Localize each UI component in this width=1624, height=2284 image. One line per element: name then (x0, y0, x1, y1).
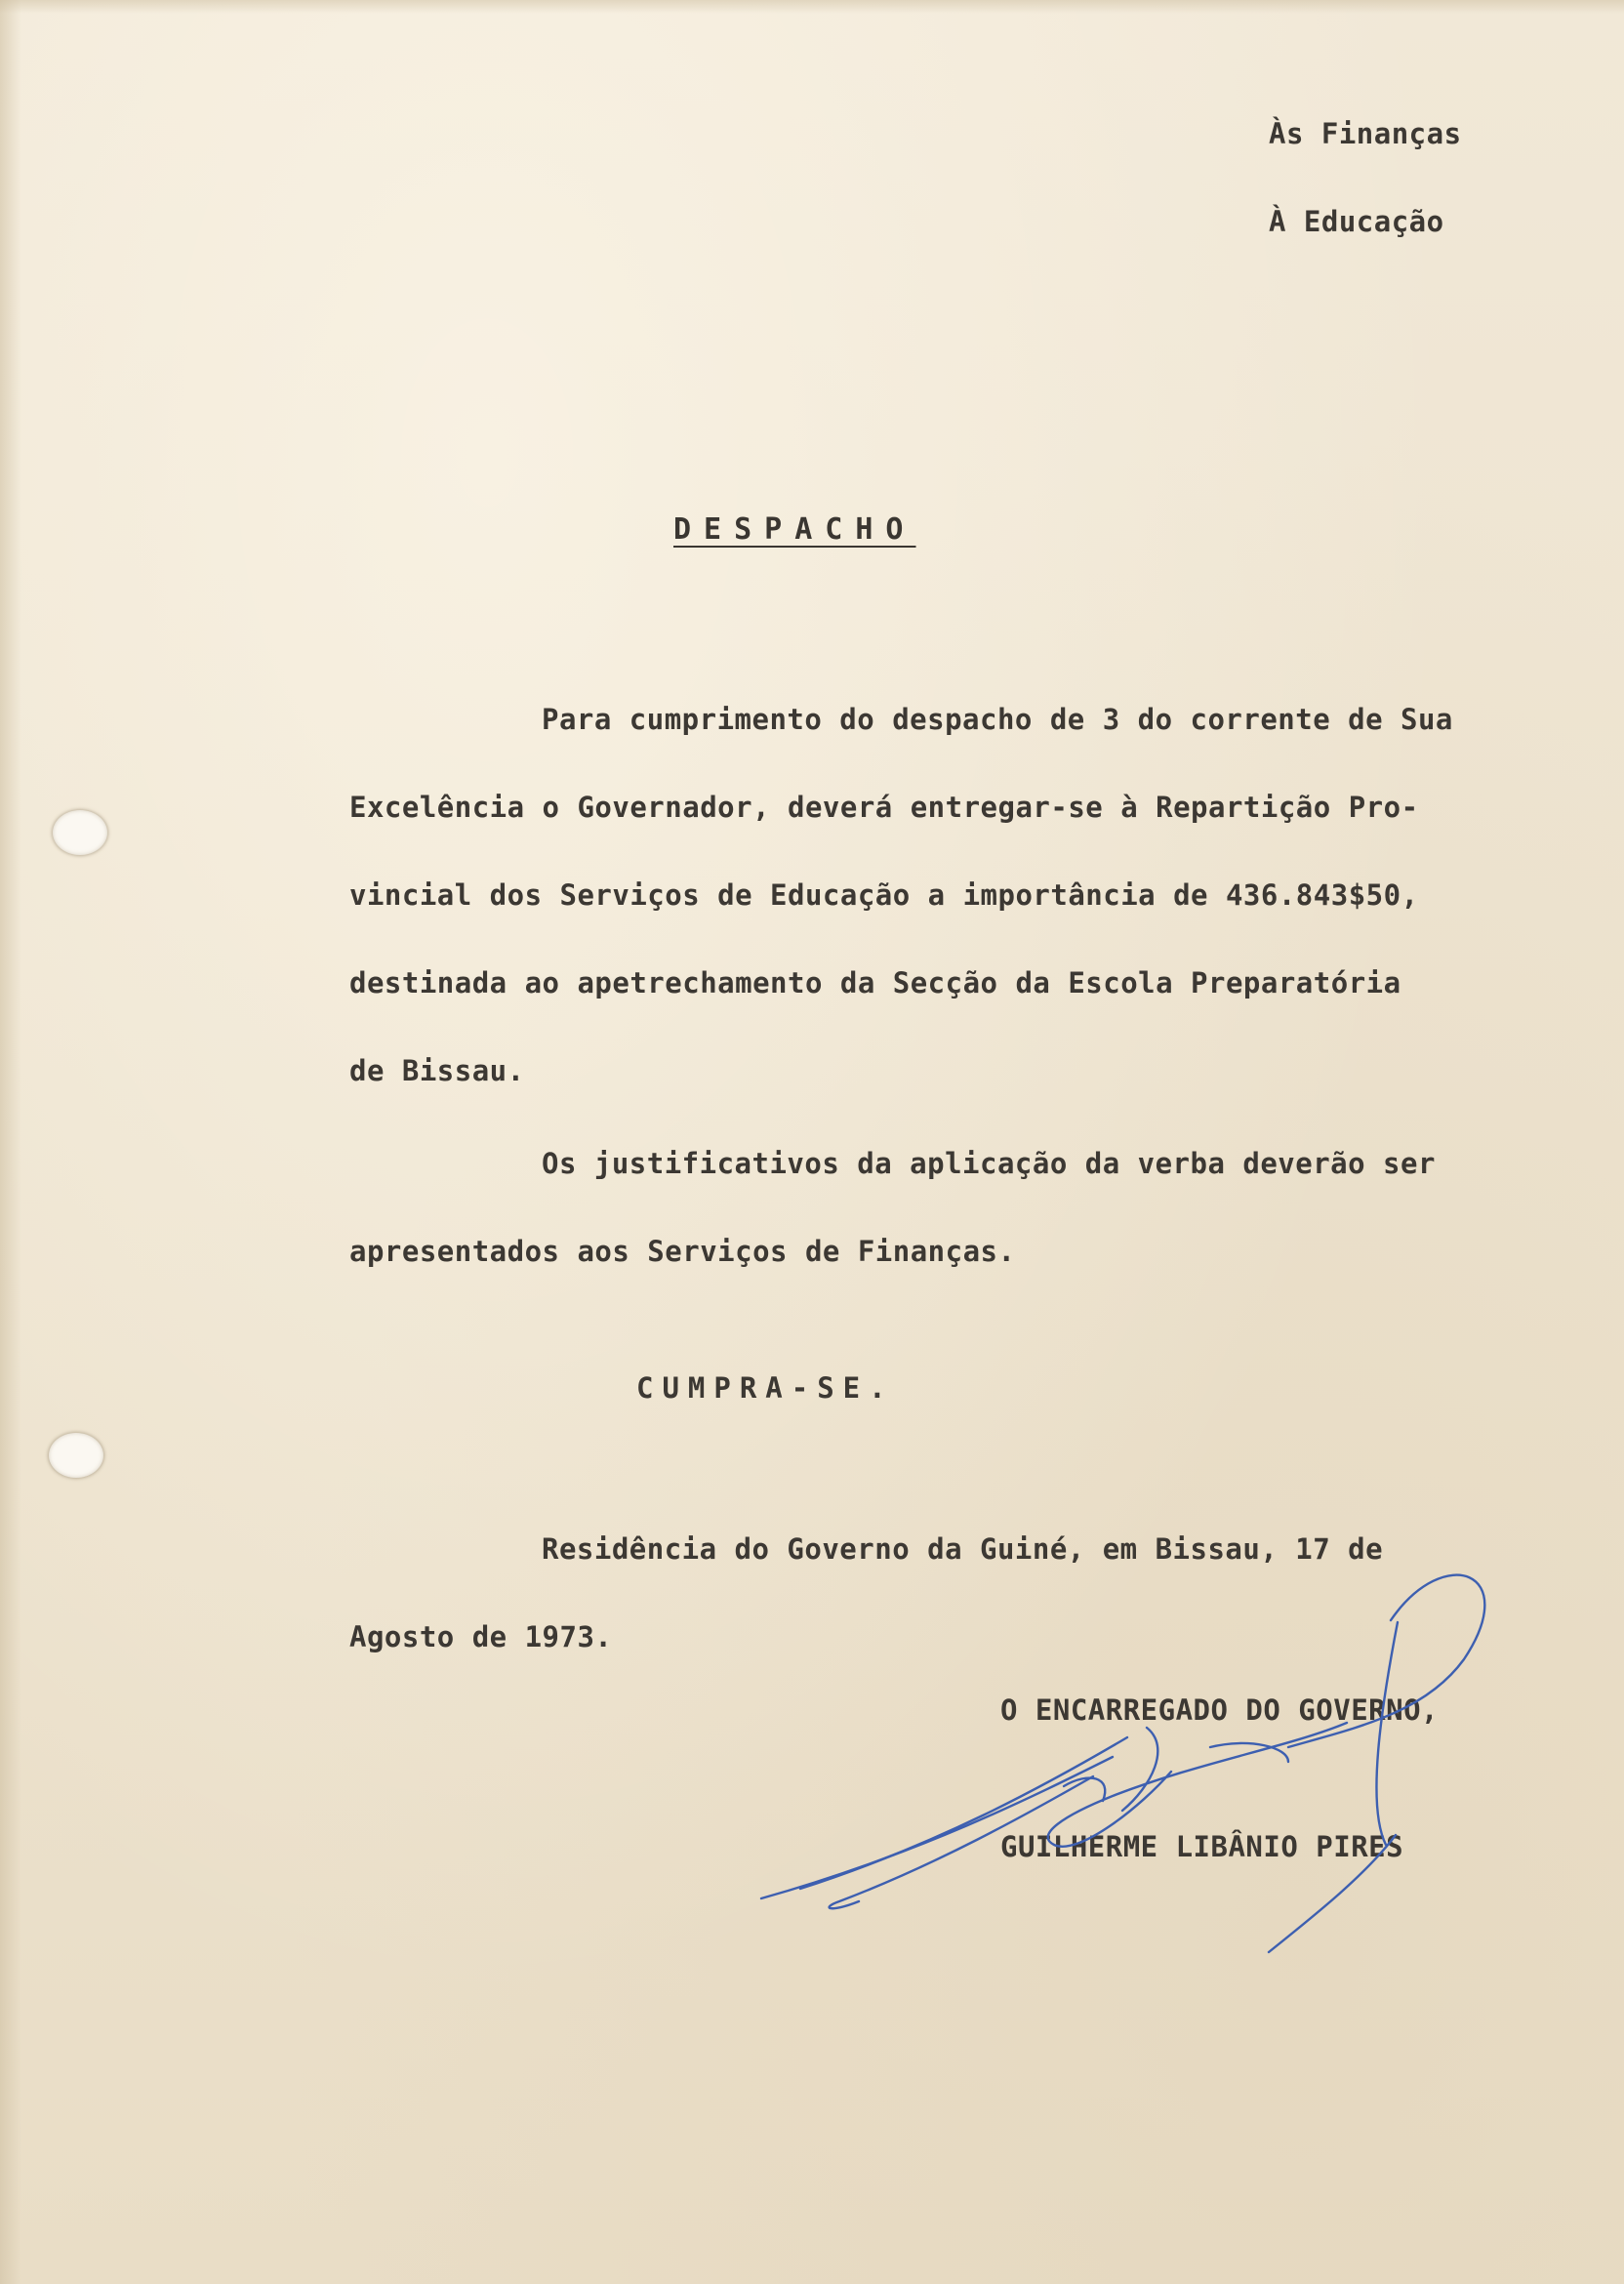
addressee-financas: Às Finanças (1269, 117, 1462, 150)
order-cumpra-se: CUMPRA-SE. (636, 1371, 895, 1405)
paper-edge-shadow-top (0, 0, 1624, 14)
body-line: Para cumprimento do despacho de 3 do corrente de Sua (542, 703, 1453, 736)
body-line: vincial dos Serviços de Educação a importância de 436.843$50, (349, 878, 1419, 912)
paper-edge-shadow (0, 0, 21, 2284)
place-date-line: Residência do Governo da Guiné, em Bissau, 17 de (542, 1532, 1384, 1566)
signatory-title: O ENCARREGADO DO GOVERNO, (1000, 1693, 1439, 1727)
body-line: apresentados aos Serviços de Finanças. (349, 1235, 1016, 1268)
punch-hole (49, 1433, 103, 1478)
signatory-name: GUILHERME LIBÂNIO PIRES (1000, 1830, 1404, 1863)
handwritten-signature (742, 1552, 1522, 1981)
place-date-line: Agosto de 1973. (349, 1620, 613, 1653)
body-line: Excelência o Governador, deverá entregar-se à Repartição Pro- (349, 791, 1419, 824)
addressee-educacao: À Educação (1269, 205, 1444, 238)
punch-hole (53, 810, 107, 855)
document-title: DESPACHO (673, 512, 916, 547)
body-line: destinada ao apetrechamento da Secção da Escola Preparatória (349, 966, 1401, 999)
body-line: Os justificativos da aplicação da verba deverão ser (542, 1147, 1436, 1180)
body-line: de Bissau. (349, 1054, 525, 1087)
